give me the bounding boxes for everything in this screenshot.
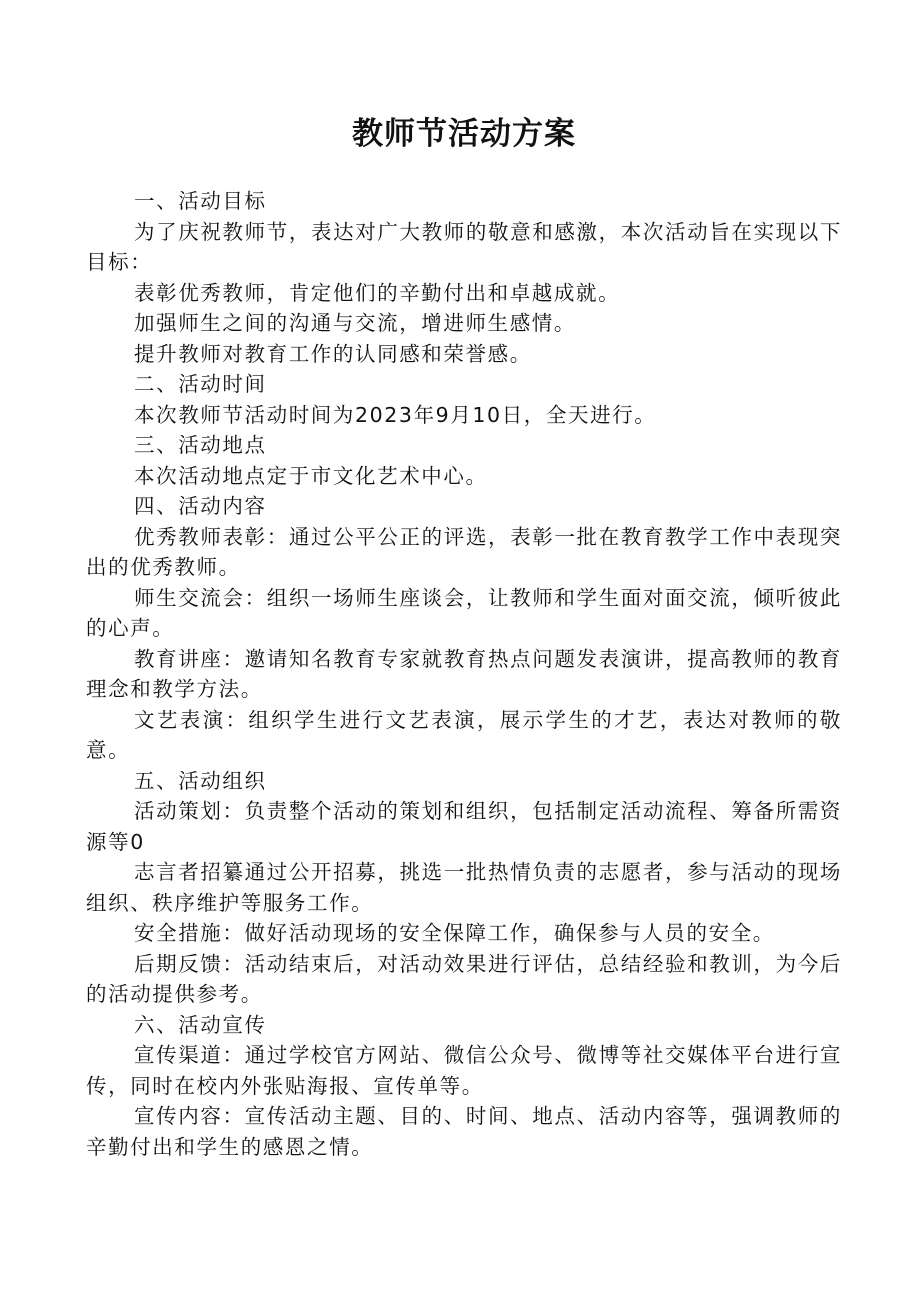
paragraph: 为了庆祝教师节，表达对广大教师的敬意和感激，本次活动旨在实现以下目标： bbox=[86, 219, 842, 274]
section-heading: 二、活动时间 bbox=[134, 372, 267, 396]
paragraph: 志言者招纂通过公开招募，挑选一批热情负责的志愿者，参与活动的现场组织、秩序维护等服务工作。 bbox=[86, 860, 842, 915]
paragraph: 表彰优秀教师，肯定他们的辛勤付出和卓越成就。 bbox=[134, 280, 621, 305]
paragraph: 本次教师节活动时间为2023年9月10日，全天进行。 bbox=[134, 402, 657, 427]
document-title: 教师节活动方案 bbox=[352, 116, 576, 152]
paragraph: 本次活动地点定于市文化艺术中心。 bbox=[134, 463, 488, 488]
paragraph: 提升教师对教育工作的认同感和荣誉感。 bbox=[134, 341, 532, 366]
paragraph: 教育讲座：邀请知名教育专家就教育热点问题发表演讲，提高教师的教育理念和教学方法。 bbox=[86, 646, 842, 701]
section-heading: 五、活动组织 bbox=[134, 768, 267, 793]
paragraph: 后期反馈：活动结束后，对活动效果进行评估，总结经验和教训，为今后的活动提供参考。 bbox=[86, 951, 842, 1006]
paragraph: 活动策划：负责整个活动的策划和组织，包括制定活动流程、筹备所需资源等0 bbox=[86, 799, 842, 854]
paragraph: 优秀教师表彰：通过公平公正的评选，表彰一批在教育教学工作中表现突出的优秀教师。 bbox=[86, 524, 842, 579]
paragraph: 加强师生之间的沟通与交流，增进师生感情。 bbox=[134, 311, 576, 335]
paragraph: 文艺表演：组织学生进行文艺表演，展示学生的才艺，表达对教师的敬意。 bbox=[86, 707, 842, 762]
paragraph: 安全措施：做好活动现场的安全保障工作，确保参与人员的安全。 bbox=[134, 921, 775, 945]
paragraph: 宣传内容：宣传活动主题、目的、时间、地点、活动内容等，强调教师的辛勤付出和学生的感恩之情。 bbox=[86, 1104, 842, 1159]
section-heading: 六、活动宣传 bbox=[134, 1012, 267, 1037]
section-heading: 四、活动内容 bbox=[134, 494, 267, 518]
section-heading: 一、活动目标 bbox=[134, 189, 267, 213]
document-page bbox=[86, 112, 842, 1162]
paragraph: 宣传渠道：通过学校官方网站、微信公众号、微博等社交媒体平台进行宣传，同时在校内外张贴海报、宣传单等。 bbox=[86, 1043, 842, 1098]
section-heading: 三、活动地点 bbox=[134, 433, 267, 457]
paragraph: 师生交流会：组织一场师生座谈会，让教师和学生面对面交流，倾听彼此的心声。 bbox=[86, 585, 842, 640]
